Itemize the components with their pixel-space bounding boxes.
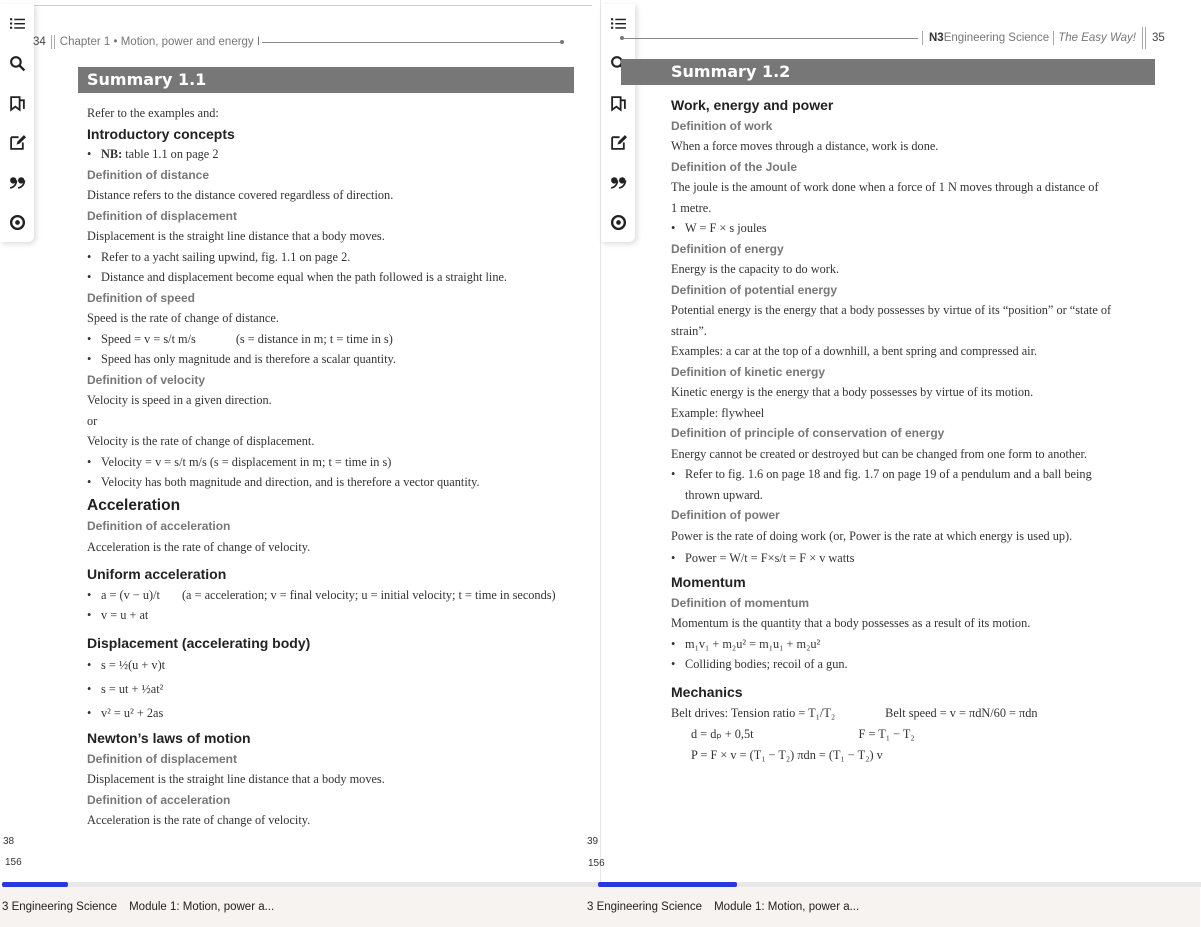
section-heading: Mechanics	[671, 683, 743, 700]
list-icon[interactable]	[2, 4, 32, 44]
formula: Speed = v = s/t m/s	[101, 331, 196, 346]
paragraph: Kinetic energy is the energy that a body possesses by virtue of its motion.	[671, 385, 1034, 399]
bullet-item: • Refer to a yacht sailing upwind, fig. 1.1 on page 2.	[87, 247, 574, 268]
quote-icon[interactable]	[2, 163, 32, 203]
chapter-title: Chapter 1 • Motion, power and energy I	[59, 36, 261, 48]
bullet-item: • Distance and displacement become equal when the path followed is a straight line.	[87, 267, 574, 288]
bullet-item: • v² = u² + 2as	[87, 701, 574, 725]
subheading: Definition of displacement	[87, 751, 238, 766]
formula: d = dₚ + 0,5t	[691, 727, 754, 741]
paragraph: Momentum is the quantity that a body possesses as a result of its motion.	[671, 616, 1031, 630]
subheading: Definition of momentum	[671, 595, 809, 610]
book-title: Engineering Science	[943, 32, 1050, 44]
bullet-item: • s = ½(u + v)t	[87, 653, 574, 677]
book-code: N3	[929, 32, 944, 44]
page-number: 34	[33, 36, 46, 48]
paragraph: Displacement is the straight line distance that a body moves.	[87, 772, 385, 786]
subheading: Definition of acceleration	[87, 519, 231, 533]
subheading: Definition of the Joule	[671, 159, 797, 174]
paragraph: When a force moves through a distance, work is done.	[671, 139, 939, 153]
settings-icon[interactable]	[2, 202, 32, 242]
subheading: Definition of velocity	[87, 372, 206, 387]
bullet-item: • v = u + at	[87, 605, 574, 626]
page-index: 39	[587, 836, 599, 847]
paragraph: Example: flywheel	[671, 405, 765, 420]
subheading: Definition of work	[671, 118, 773, 133]
paragraph: Examples: a car at the top of a downhill, a bent spring and compressed air.	[671, 344, 1038, 358]
top-divider	[8, 5, 592, 6]
subheading: Definition of principle of conservation of energy	[671, 426, 945, 440]
summary-title: Summary 1.2	[621, 59, 1155, 85]
formula: Belt speed = v = πdN/60 = πdn	[885, 706, 1038, 720]
page-total: 156	[5, 857, 22, 868]
bullet-continuation: thrown upward.	[685, 487, 763, 502]
running-header	[622, 27, 1165, 49]
bullet-item: • Power = W/t = F×s/t = F × v watts	[671, 546, 1155, 570]
subheading: Definition of potential energy	[671, 282, 838, 297]
paragraph: Potential energy is the energy that a body possesses by virtue of its “position” or “state of	[671, 303, 1112, 317]
bullet-item: • m₁v₁ + m₂u² = m₁u₁ + m₂u²	[671, 634, 1155, 655]
formula-note: (a = acceleration; v = final velocity; u = initial velocity; t = time in seconds)	[181, 587, 556, 602]
paragraph: Displacement is the straight line distance that a body moves.	[87, 229, 385, 243]
section-heading: Introductory concepts	[87, 125, 235, 142]
bullet-item: • NB: table 1.1 on page 2	[87, 144, 574, 165]
page-content	[621, 59, 1155, 765]
paragraph: Velocity is speed in a given direction.	[87, 393, 272, 407]
paragraph: Velocity is the rate of change of displacement.	[87, 434, 315, 448]
header-rule	[262, 42, 562, 43]
footer-book-title[interactable]: 3 Engineering Science	[587, 901, 703, 913]
formula: a = (v − u)/t	[101, 587, 160, 602]
paragraph: Energy is the capacity to do work.	[671, 262, 840, 276]
paragraph: Power is the rate of doing work (or, Power is the rate at which energy is used up).	[671, 528, 1073, 543]
subheading: Definition of acceleration	[87, 792, 231, 807]
subheading: Definition of distance	[87, 167, 210, 182]
notes-icon[interactable]	[2, 123, 32, 163]
section-heading: Momentum	[671, 574, 746, 590]
intro-text: Refer to the examples and:	[87, 106, 219, 120]
subheading: Definition of kinetic energy	[671, 364, 826, 379]
formula: F = T₁ − T₂	[858, 727, 915, 741]
paragraph: strain”.	[671, 323, 707, 338]
subheading: Definition of energy	[671, 241, 784, 256]
section-heading: Newton’s laws of motion	[87, 730, 251, 746]
bullet-item: • s = ut + ½at²	[87, 677, 574, 701]
paragraph: Speed is the rate of change of distance.	[87, 311, 279, 325]
footer-module-title[interactable]: Module 1: Motion, power a...	[129, 901, 275, 913]
formula-note: (s = distance in m; t = time in s)	[235, 331, 393, 346]
paragraph: 1 metre.	[671, 200, 712, 215]
paragraph: The joule is the amount of work done when a force of 1 N moves through a distance of	[671, 180, 1099, 194]
paragraph: Acceleration is the rate of change of velocity.	[87, 813, 311, 827]
bullet-item: • Velocity = v = s/t m/s (s = displacement in m; t = time in s)	[87, 452, 574, 473]
page-index: 38	[3, 836, 15, 847]
section-heading: Displacement (accelerating body)	[87, 634, 311, 651]
paragraph: Acceleration is the rate of change of velocity.	[87, 539, 311, 554]
subheading: Definition of power	[671, 508, 780, 522]
bookmark-icon[interactable]	[2, 83, 32, 123]
page-number: 35	[1151, 32, 1165, 44]
subheading: Definition of displacement	[87, 208, 238, 223]
page-content	[78, 67, 574, 831]
paragraph: or	[87, 413, 98, 428]
formula-row	[671, 724, 1155, 745]
bullet-item: • Refer to fig. 1.6 on page 18 and fig. 1.7 on page 19 of a pendulum and a ball being	[671, 464, 1155, 485]
section-heading: Acceleration	[87, 496, 181, 514]
formula: Belt drives: Tension ratio = T₁/T₂	[671, 706, 836, 720]
formula: P = F × v = (T₁ − T₂) πdn = (T₁ − T₂) v	[691, 747, 883, 762]
bullet-item: • W = F × s joules	[671, 218, 1155, 239]
page-total: 156	[588, 858, 605, 869]
formula-row	[671, 702, 1155, 724]
reader-toolbar	[0, 4, 34, 242]
book-tagline: The Easy Way!	[1058, 32, 1136, 44]
footer-module-title[interactable]: Module 1: Motion, power a...	[714, 901, 860, 913]
section-heading: Uniform acceleration	[87, 566, 227, 582]
footer-book-title[interactable]: 3 Engineering Science	[2, 901, 118, 913]
left-page-pane	[0, 0, 600, 927]
right-page-pane	[587, 0, 1200, 927]
bullet-item: • Velocity has both magnitude and direction, and is therefore a vector quantity.	[87, 472, 574, 493]
summary-title: Summary 1.1	[78, 67, 574, 93]
paragraph: Distance refers to the distance covered regardless of direction.	[87, 188, 394, 202]
section-heading: Work, energy and power	[671, 97, 834, 113]
search-icon[interactable]	[2, 44, 32, 84]
bullet-item: • Speed has only magnitude and is therefore a scalar quantity.	[87, 349, 574, 370]
header-rule	[622, 38, 918, 39]
paragraph: Energy cannot be created or destroyed but can be changed from one form to another.	[671, 446, 1087, 461]
running-header	[33, 35, 562, 49]
bullet-item	[87, 329, 574, 350]
subheading: Definition of speed	[87, 290, 195, 305]
footer-left	[2, 901, 587, 913]
bullet-item: • Colliding bodies; recoil of a gun.	[671, 654, 1155, 675]
footer-right	[587, 901, 859, 913]
bullet-item	[87, 585, 574, 606]
footer-bar	[0, 887, 1200, 927]
